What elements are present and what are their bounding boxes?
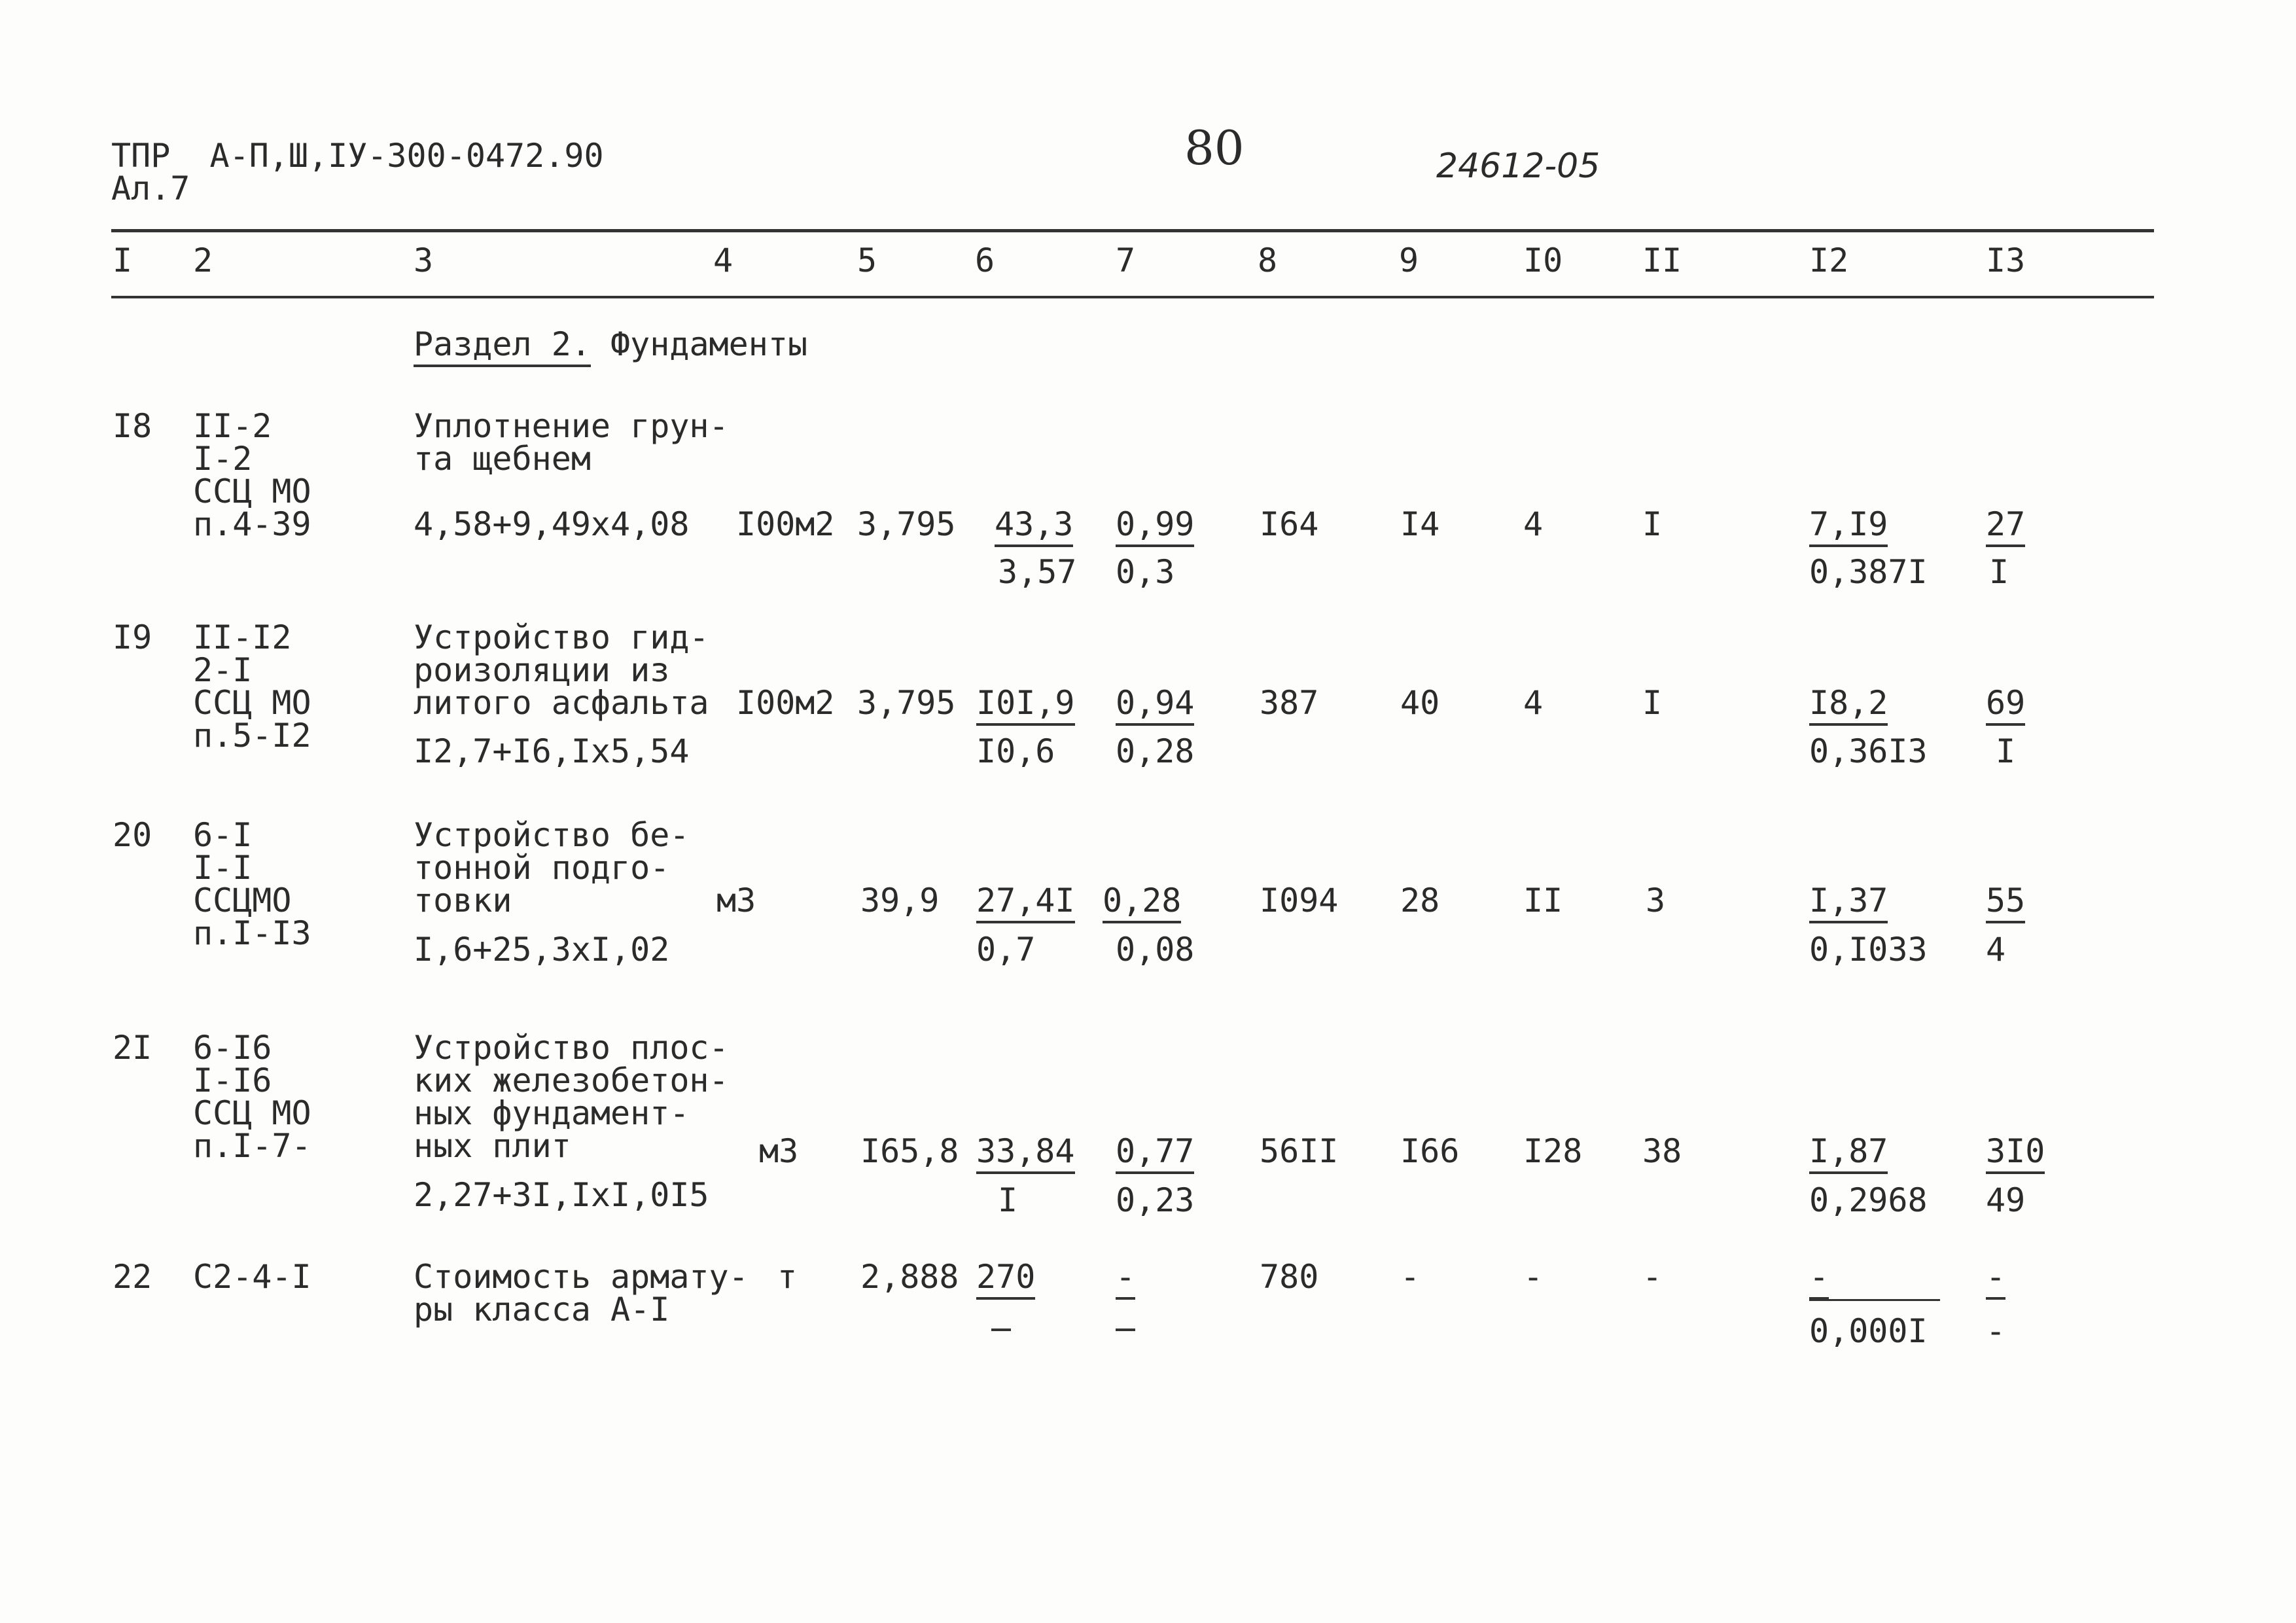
work-description: литого асфальта	[414, 684, 709, 722]
empty-dash	[1116, 1329, 1135, 1331]
machine-cost: 0,28	[1103, 883, 1181, 918]
work-description: тонной подго-	[414, 849, 670, 887]
machine-total: -	[1523, 1258, 1544, 1296]
labor-unit: 7,I9	[1809, 507, 1888, 541]
norm-code: I-I6	[193, 1061, 272, 1099]
wages-total: 40	[1400, 684, 1440, 722]
unit-cost-wages: 3,57	[998, 553, 1077, 591]
col-num-3: 3	[414, 241, 434, 279]
norm-code: II-I2	[193, 618, 292, 656]
unit-cost-total: 27,4I	[976, 883, 1075, 918]
labor-unit-machine: 0,000I	[1809, 1312, 1928, 1350]
work-description: ры класса А-I	[414, 1291, 670, 1329]
norm-code: п.4-39	[193, 505, 311, 543]
labor-total: 27	[1986, 507, 2025, 541]
fraction-line	[1809, 1299, 1940, 1301]
wages-total: I4	[1400, 505, 1440, 543]
page-number: 80	[1184, 120, 1245, 175]
total-cost: 56II	[1260, 1132, 1339, 1170]
total-cost: 780	[1260, 1258, 1319, 1296]
volume-formula: 4,58+9,49х4,08	[414, 505, 690, 543]
doc-code: ТПР А-П,Ш,IУ-300-0472.90	[111, 137, 604, 175]
quantity: I65,8	[860, 1132, 959, 1170]
machine-cost: 0,99	[1116, 507, 1194, 541]
labor-total: 55	[1986, 883, 2025, 918]
col-num-10: I0	[1523, 241, 1563, 279]
row-number: 22	[113, 1258, 152, 1296]
machine-wages-total: 38	[1642, 1132, 1682, 1170]
quantity: 3,795	[857, 684, 956, 722]
work-description: роизоляции из	[414, 651, 670, 689]
norm-code: 6-I6	[193, 1029, 272, 1067]
work-description: Устройство гид-	[414, 618, 709, 656]
machine-wages-total: I	[1642, 684, 1663, 722]
machine-wages: 0,3	[1116, 553, 1175, 591]
unit-cost-total: 43,3	[995, 507, 1073, 541]
machine-total: 4	[1523, 505, 1544, 543]
norm-code: 6-I	[193, 816, 253, 854]
norm-code: п.I-I3	[193, 914, 311, 952]
labor-unit-machine: 0,2968	[1809, 1181, 1928, 1219]
labor-total-machine: I	[1989, 553, 2009, 591]
work-description: товки	[414, 882, 512, 919]
unit-cost-total: 33,84	[976, 1134, 1075, 1168]
machine-wages-total: 3	[1646, 882, 1666, 919]
wages-total: 28	[1400, 882, 1440, 919]
machine-cost: -	[1116, 1260, 1135, 1294]
norm-code: С2-4-I	[193, 1258, 311, 1296]
labor-unit-machine: 0,I033	[1809, 931, 1928, 969]
row-number: 2I	[113, 1029, 152, 1067]
unit-cost-total: 270	[976, 1260, 1035, 1294]
unit: I00м2	[736, 505, 835, 543]
total-cost: 387	[1260, 684, 1319, 722]
unit-cost-wages: I0,6	[976, 732, 1055, 770]
work-description: ких железобетон-	[414, 1061, 729, 1099]
col-num-4: 4	[713, 241, 733, 279]
norm-code: ССЦ МО	[193, 1094, 311, 1132]
labor-total: -	[1986, 1260, 2005, 1294]
labor-total-machine: 4	[1986, 931, 2006, 969]
norm-code: II-2	[193, 407, 272, 445]
norm-code: п.5-I2	[193, 717, 311, 755]
quantity: 39,9	[860, 882, 940, 919]
col-num-8: 8	[1258, 241, 1278, 279]
section-title	[414, 327, 807, 361]
quantity: 2,888	[860, 1258, 959, 1296]
machine-cost: 0,77	[1116, 1134, 1194, 1168]
col-num-12: I2	[1809, 241, 1849, 279]
work-description: Стоимость армату-	[414, 1258, 749, 1296]
row-number: I8	[113, 407, 152, 445]
machine-total: I28	[1523, 1132, 1583, 1170]
header-rule-top	[111, 229, 2154, 232]
col-num-7: 7	[1116, 241, 1136, 279]
norm-code: I-2	[193, 440, 253, 478]
volume-formula: I2,7+I6,Iх5,54	[414, 732, 690, 770]
work-description: та щебнем	[414, 440, 591, 478]
col-num-2: 2	[193, 241, 213, 279]
labor-unit: I8,2	[1809, 686, 1888, 720]
work-description: Уплотнение грун-	[414, 407, 729, 445]
labor-total: 69	[1986, 686, 2025, 720]
col-num-9: 9	[1399, 241, 1419, 279]
norm-code: ССЦМО	[193, 882, 292, 919]
machine-wages-total: -	[1642, 1258, 1663, 1296]
col-num-1: I	[113, 241, 133, 279]
total-cost: I64	[1260, 505, 1319, 543]
wages-total: -	[1400, 1258, 1421, 1296]
row-number: I9	[113, 618, 152, 656]
quantity: 3,795	[857, 505, 956, 543]
album-number: Ал.7	[111, 169, 190, 207]
machine-total: 4	[1523, 684, 1544, 722]
labor-unit: -	[1809, 1260, 1829, 1294]
norm-code: ССЦ МО	[193, 473, 311, 510]
col-num-5: 5	[857, 241, 877, 279]
volume-formula: 2,27+3I,IхI,0I5	[414, 1176, 709, 1214]
norm-code: п.I-7-	[193, 1127, 311, 1165]
unit-cost-wages: I	[998, 1181, 1018, 1219]
empty-dash	[991, 1329, 1011, 1331]
norm-code: 2-I	[193, 651, 253, 689]
inventory-number: 24612-05	[1436, 147, 1600, 186]
labor-unit: I,37	[1809, 883, 1888, 918]
section-name: Фундаменты	[610, 325, 808, 363]
work-description: ных плит	[414, 1127, 571, 1165]
labor-total-machine: I	[1996, 732, 2016, 770]
work-description: Устройство бе-	[414, 816, 690, 854]
machine-wages: 0,23	[1116, 1181, 1195, 1219]
work-description: Устройство плос-	[414, 1029, 729, 1067]
unit: м3	[759, 1132, 799, 1170]
unit-cost-wages: 0,7	[976, 931, 1036, 969]
wages-total: I66	[1400, 1132, 1460, 1170]
col-num-11: II	[1642, 241, 1682, 279]
unit: I00м2	[736, 684, 835, 722]
unit: м3	[716, 882, 756, 919]
norm-code: ССЦ МО	[193, 684, 311, 722]
labor-unit-machine: 0,36I3	[1809, 732, 1928, 770]
header-rule-bottom	[111, 296, 2154, 298]
labor-total-machine: -	[1986, 1312, 2006, 1350]
norm-code: I-I	[193, 849, 253, 887]
machine-total: II	[1523, 882, 1563, 919]
machine-wages-total: I	[1642, 505, 1663, 543]
section-label: Раздел 2.	[414, 325, 591, 367]
volume-formula: I,6+25,3хI,02	[414, 931, 670, 969]
labor-total: 3I0	[1986, 1134, 2045, 1168]
unit: т	[777, 1258, 798, 1296]
machine-wages: 0,28	[1116, 732, 1195, 770]
labor-total-machine: 49	[1986, 1181, 2026, 1219]
work-description: ных фундамент-	[414, 1094, 690, 1132]
unit-cost-total: I0I,9	[976, 686, 1075, 720]
machine-wages: 0,08	[1116, 931, 1195, 969]
col-num-13: I3	[1986, 241, 2026, 279]
total-cost: I094	[1260, 882, 1339, 919]
labor-unit-machine: 0,387I	[1809, 553, 1928, 591]
col-num-6: 6	[975, 241, 995, 279]
machine-cost: 0,94	[1116, 686, 1194, 720]
row-number: 20	[113, 816, 152, 854]
labor-unit: I,87	[1809, 1134, 1888, 1168]
